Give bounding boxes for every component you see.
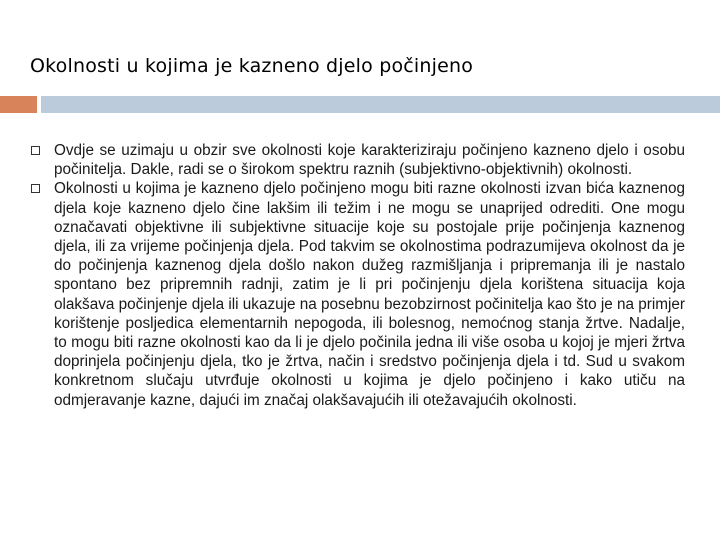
bullet-list xyxy=(30,141,685,410)
bullet-item xyxy=(30,179,685,409)
bullet-item xyxy=(30,141,685,179)
square-bullet-icon xyxy=(31,146,40,155)
accent-bar-blue xyxy=(41,96,720,113)
accent-bar-orange xyxy=(0,96,37,113)
square-bullet-icon xyxy=(31,184,40,193)
slide-title: Okolnosti u kojima je kazneno djelo počinjeno xyxy=(30,55,474,77)
bullet-text: Okolnosti u kojima je kazneno djelo počinjeno mogu biti razne okolnosti izvan bića kaznenog djela koje kazneno djelo čine lakšim ili težim i ne mogu se unaprijed odrediti. One mogu označavati objektivne ili subjektivne situacije koje su postojale prije počinjenja kaznenog djela, ili za vrijeme počinjenja djela. Pod takvim se okolnostima podrazumijeva okolnost da je do počinjenja kaznenog djela došlo nakon dužeg razmišljanja i pripremanja ili je nastalo spontano bez pripremnih radnji, zatim je li pri počinjenju djela korištena situacija koja olakšava počinjenje djela ili ukazuje na posebnu bezobzirnost počinitelja kao što je na primjer korištenje posljedica elementarnih nepogoda, ili bolesnog, nemoćnog stanja žrtve. Nadalje, to mogu biti razne okolnosti kao da li je djelo počinila jedna ili više osoba u kojoj je mjeri žrtva doprinjela počinjenju djela, tko je žrtva, način i sredstvo počinjenja djela i td. Sud u svakom konkretnom slučaju utvrđuje okolnosti u kojima je djelo počinjeno i kako utiču na odmjeravanje kazne, dajući im značaj olakšavajućih ili otežavajućih okolnosti. xyxy=(54,180,685,409)
bullet-text: Ovdje se uzimaju u obzir sve okolnosti koje karakteriziraju počinjeno kazneno djelo i osobu počinitelja. Dakle, radi se o širokom spektru raznih (subjektivno-objektivnih) okolnosti. xyxy=(54,142,685,179)
